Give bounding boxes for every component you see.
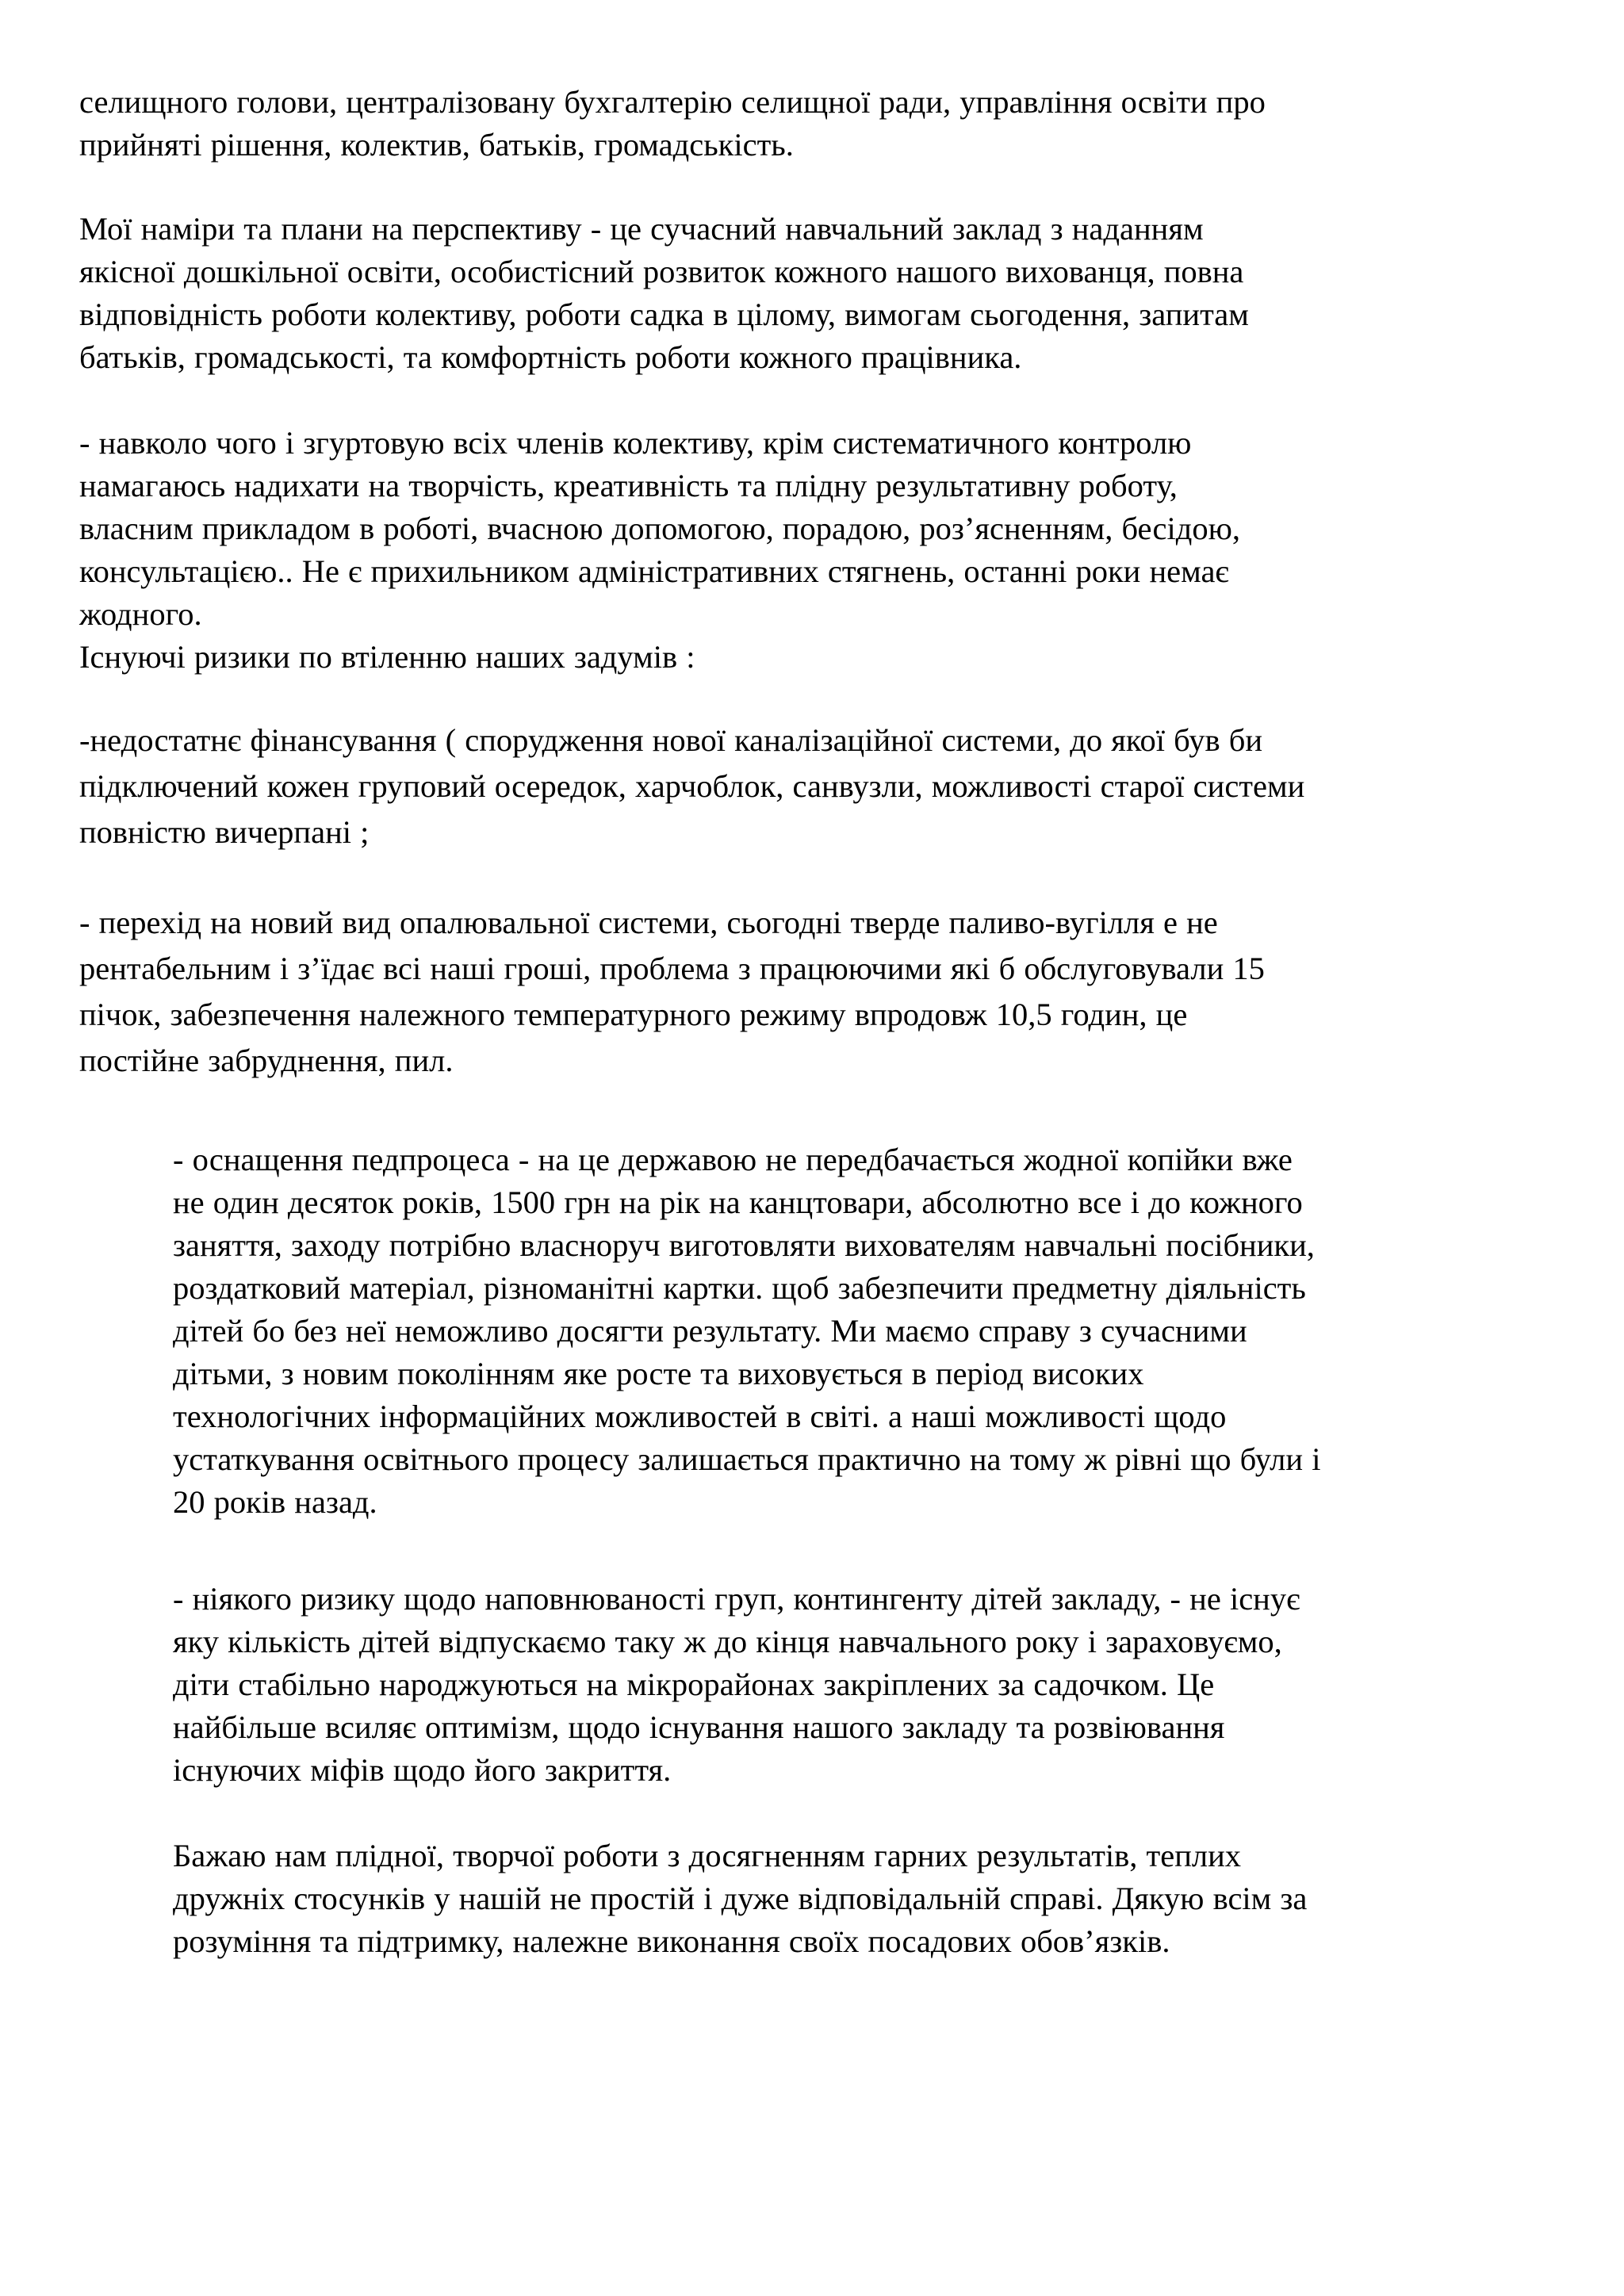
- text-line: - оснащення педпроцеса - на це державою не передбачається жодної копійки вже: [173, 1142, 1293, 1177]
- text-line: Існуючі ризики по втіленню наших задумів :: [79, 639, 695, 675]
- text-line: прийняті рішення, колектив, батьків, громадськість.: [79, 127, 794, 163]
- paragraph-intentions: [79, 208, 1249, 379]
- text-line: намагаюсь надихати на творчість, креативність та плідну результативну роботу,: [79, 468, 1178, 503]
- text-line: якісної дошкільної освіти, особистісний розвиток кожного нашого вихованця, повна: [79, 254, 1244, 289]
- text-line: власним прикладом в роботі, вчасною допомогою, порадою, роз’ясненням, бесідою,: [79, 511, 1241, 546]
- paragraph-no-risk: [173, 1578, 1300, 1792]
- text-line: Бажаю нам плідної, творчої роботи з досягненням гарних результатів, теплих: [173, 1838, 1242, 1873]
- text-line: не один десяток років, 1500 грн на рік на канцтовари, абсолютно все і до кожного: [173, 1184, 1303, 1220]
- text-line: підключений кожен груповий осередок, харчоблок, санвузли, можливості старої системи: [79, 768, 1305, 804]
- paragraph-team: [79, 422, 1240, 679]
- text-line: заняття, заходу потрібно власноруч виготовляти вихователям навчальні посібники,: [173, 1227, 1315, 1263]
- paragraph-risk-finance: [79, 718, 1304, 855]
- text-line: пічок, забезпечення належного температурного режиму впродовж 10,5 годин, це: [79, 997, 1188, 1032]
- text-line: рентабельним і з’їдає всі наші гроші, проблема з працюючими які б обслуговували 15: [79, 951, 1265, 986]
- text-line: дітей бо без неї неможливо досягти результату. Ми маємо справу з сучасними: [173, 1313, 1247, 1349]
- paragraph-closing: [173, 1835, 1307, 1963]
- text-line: діти стабільно народжуються на мікрорайонах закріплених за садочком. Це: [173, 1667, 1215, 1702]
- paragraph-risk-equipment: [173, 1138, 1320, 1524]
- text-line: яку кількість дітей відпускаємо таку ж до кінця навчального року і зараховуємо,: [173, 1624, 1282, 1659]
- text-line: -недостатнє фінансування ( спорудження нової каналізаційної системи, до якої був би: [79, 722, 1263, 758]
- text-line: постійне забруднення, пил.: [79, 1043, 454, 1078]
- text-line: повністю вичерпані ;: [79, 814, 370, 850]
- text-line: найбільше всиляє оптимізм, щодо існування нашого закладу та розвіювання: [173, 1709, 1225, 1745]
- text-line: Мої наміри та плани на перспективу - це сучасний навчальний заклад з наданням: [79, 211, 1204, 247]
- text-line: консультацією.. Не є прихильником адміністративних стягнень, останні роки немає: [79, 553, 1229, 589]
- text-line: відповідність роботи колективу, роботи садка в цілому, вимогам сьогодення, запитам: [79, 297, 1249, 332]
- text-line: дітьми, з новим поколінням яке росте та виховується в період високих: [173, 1356, 1144, 1391]
- text-line: устаткування освітнього процесу залишається практично на тому ж рівні що були і: [173, 1441, 1321, 1477]
- text-line: існуючих міфів щодо його закриття.: [173, 1752, 672, 1788]
- text-line: 20 років назад.: [173, 1484, 377, 1520]
- text-line: розуміння та підтримку, належне виконання своїх посадових обов’язків.: [173, 1923, 1170, 1959]
- paragraph-intro: [79, 81, 1266, 166]
- text-line: технологічних інформаційних можливостей в світі. а наші можливості щодо: [173, 1399, 1227, 1434]
- text-line: дружніх стосунків у нашій не простій і дуже відповідальній справі. Дякую всім за: [173, 1881, 1308, 1916]
- text-line: селищного голови, централізовану бухгалтерію селищної ради, управління освіти про: [79, 84, 1266, 120]
- text-line: батьків, громадськості, та комфортність роботи кожного працівника.: [79, 339, 1022, 375]
- text-line: - ніякого ризику щодо наповнюваності груп, контингенту дітей закладу, - не існує: [173, 1581, 1300, 1617]
- text-line: жодного.: [79, 596, 202, 632]
- text-line: роздатковий матеріал, різноманітні картки. щоб забезпечити предметну діяльність: [173, 1270, 1306, 1306]
- text-line: - навколо чого і згуртовую всіх членів колективу, крім систематичного контролю: [79, 425, 1192, 461]
- text-line: - перехід на новий вид опалювальної системи, сьогодні тверде паливо-вугілля е не: [79, 905, 1218, 940]
- paragraph-risk-heating: [79, 900, 1265, 1084]
